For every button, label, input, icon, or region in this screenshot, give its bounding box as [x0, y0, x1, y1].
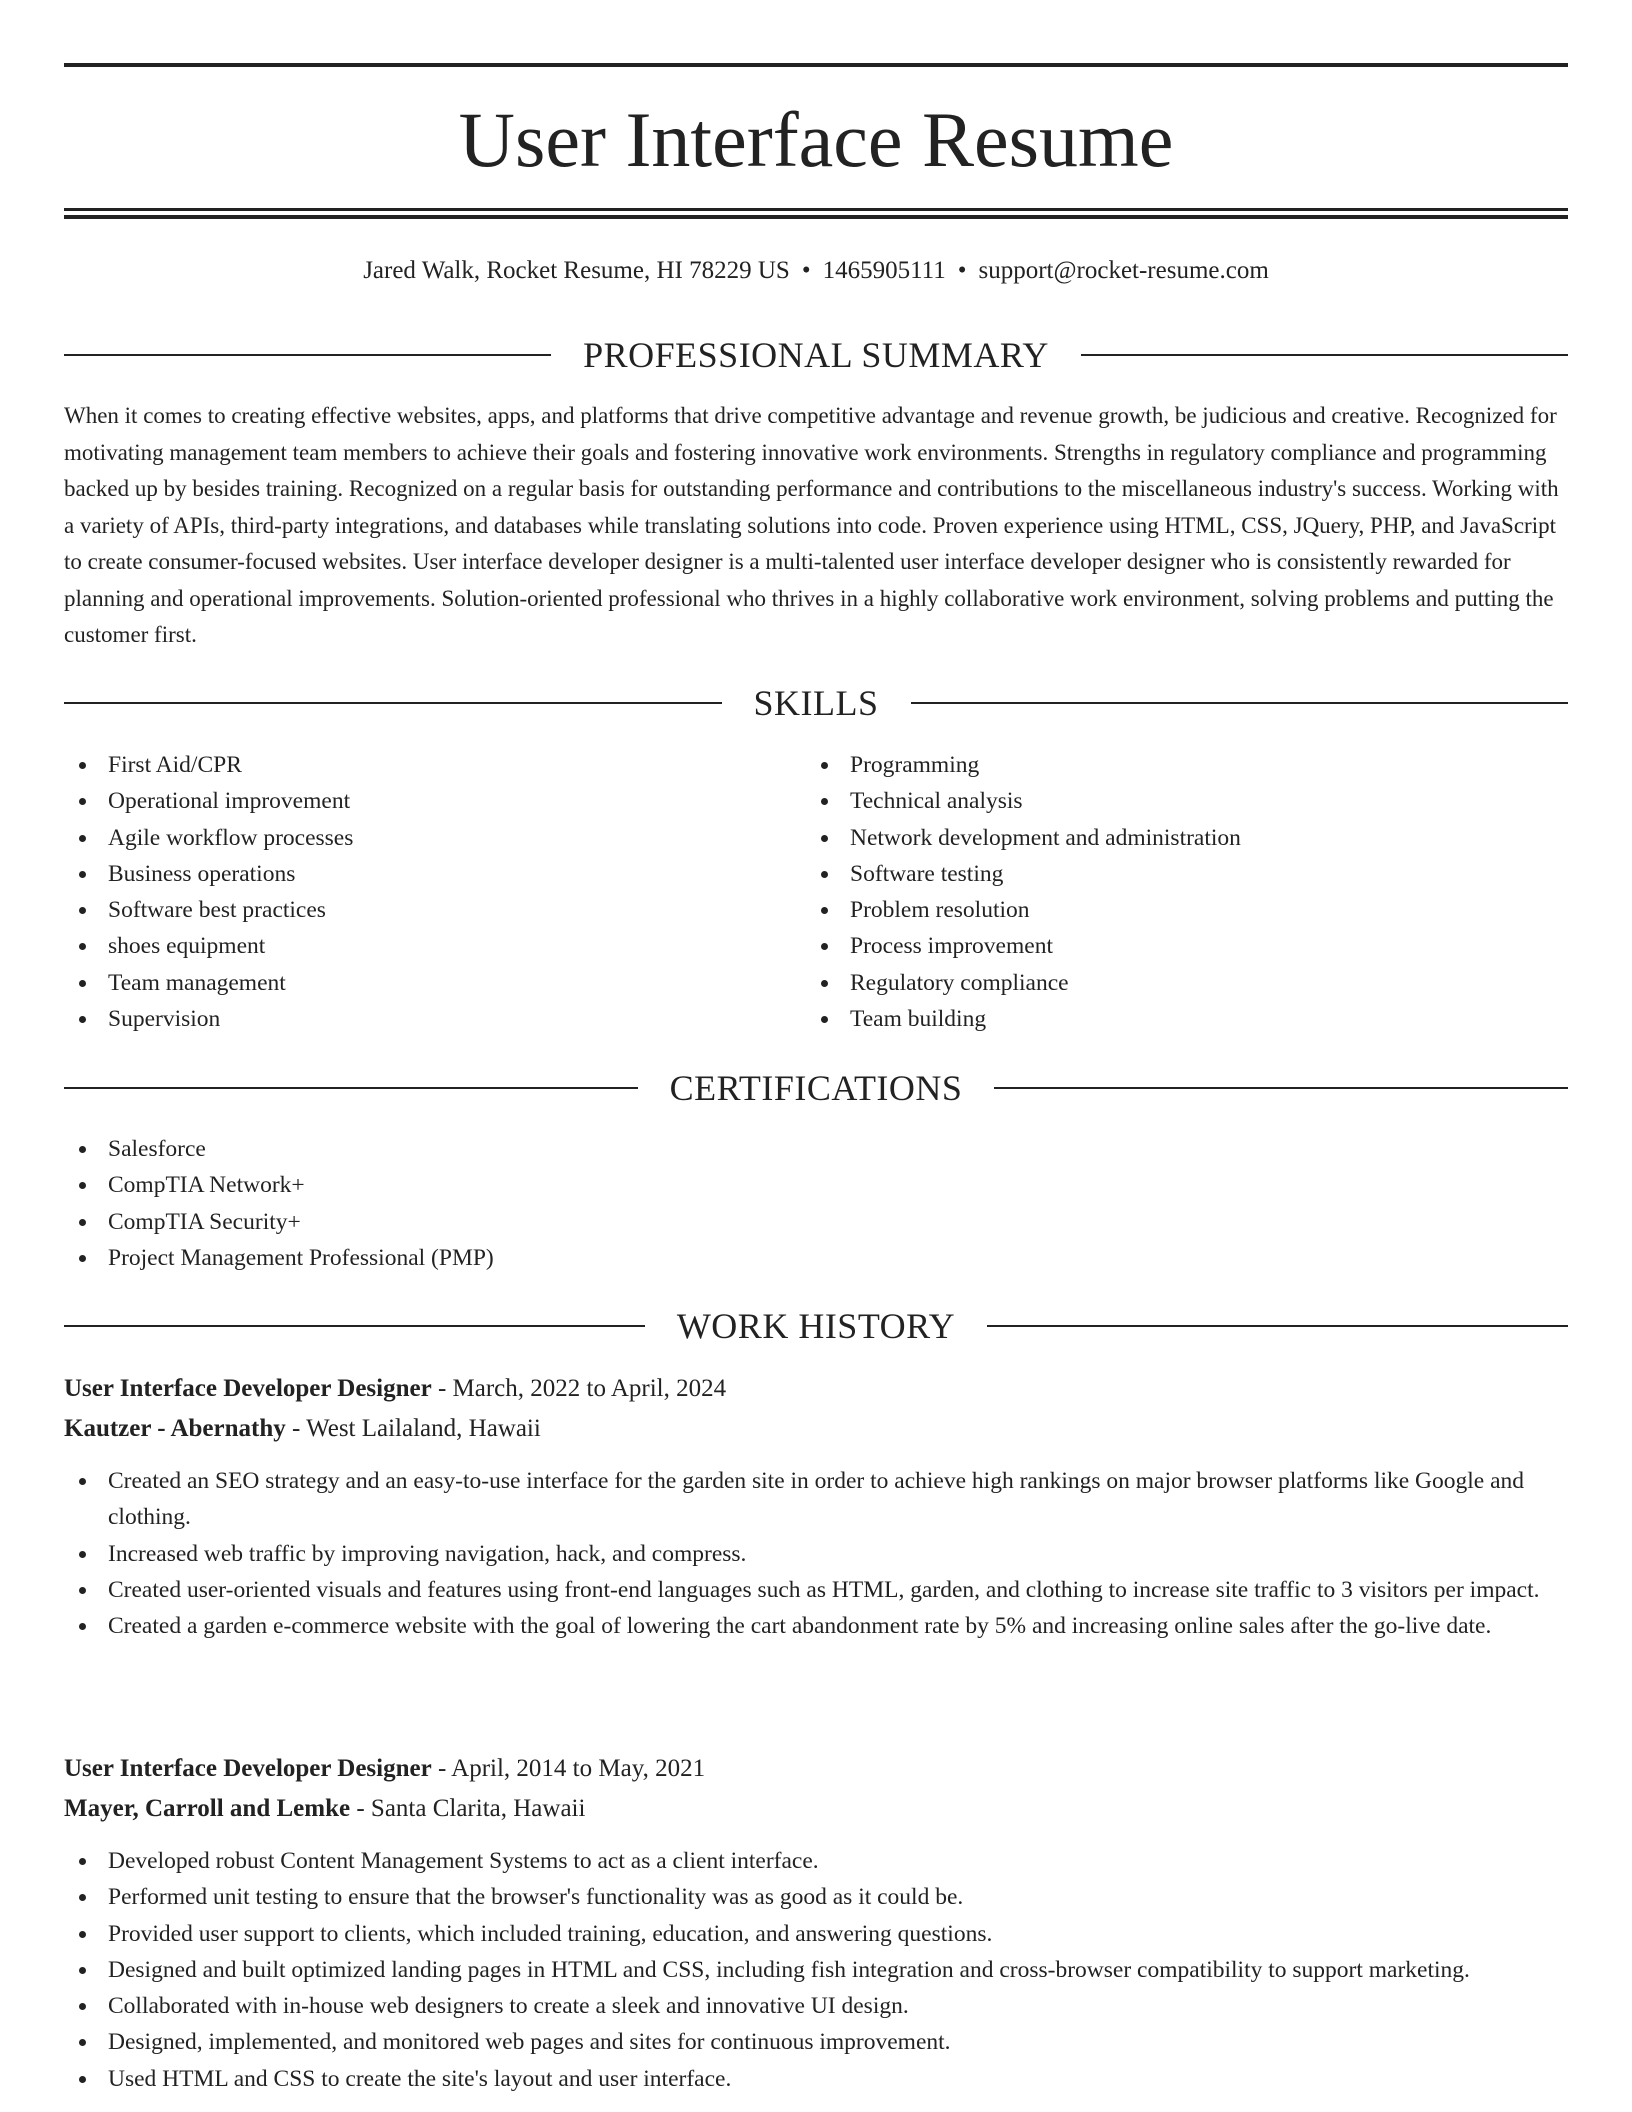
job-bullet-item-text: Created a garden e-commerce website with the goal of lowering the cart abandonment rate by 5% and increasing online sales after the go-live date.: [108, 1613, 1492, 1640]
contact-email: support@rocket-resume.com: [978, 257, 1269, 284]
skill-item-text: Supervision: [108, 1006, 221, 1033]
certification-item-text: Project Management Professional (PMP): [108, 1244, 494, 1271]
bullet-dot-icon: [79, 1551, 86, 1558]
contact-separator: •: [801, 257, 811, 284]
bullet-dot-icon: [821, 943, 828, 950]
job-1-company-line: [64, 1410, 1568, 1448]
job-bullet-item: [64, 1952, 1568, 1988]
certification-item: [64, 1240, 1568, 1276]
job-bullet-item: [64, 1463, 1568, 1536]
skill-item: [64, 856, 764, 892]
bullet-dot-icon: [79, 2076, 86, 2083]
bullet-dot-icon: [79, 1478, 86, 1485]
skill-item-text: Agile workflow processes: [108, 824, 354, 851]
skill-item: [806, 928, 1566, 964]
bullet-dot-icon: [79, 835, 86, 842]
bullet-dot-icon: [79, 1016, 86, 1023]
job-bullet-item-text: Designed, implemented, and monitored web pages and sites for continuous improvement.: [108, 2029, 951, 2056]
job-2-bullets: [64, 1843, 1568, 2097]
bullet-dot-icon: [821, 835, 828, 842]
job-1-title-line: [64, 1370, 1568, 1408]
job-bullet-item: [64, 1916, 1568, 1952]
skills-list-right: [806, 747, 1566, 1037]
skill-item-text: Technical analysis: [850, 788, 1023, 815]
section-heading-label: SKILLS: [753, 683, 879, 723]
bullet-dot-icon: [79, 1182, 86, 1189]
skill-item: [806, 820, 1566, 856]
heading-rule-left: [64, 1325, 645, 1327]
professional-summary-text: When it comes to creating effective websites, apps, and platforms that drive competitive advantage and revenue growth, be judicious and creative. Recognized for motivating management team members to achieve their goals and fostering innovative work environments. Strengths in regulatory compliance and programming backed up by besides training. Recognized on a regular basis for outstanding performance and contributions to the miscellaneous industry's success. Working with a variety of APIs, third-party integrations, and databases while translating solutions into code. Proven experience using HTML, CSS, JQuery, PHP, and JavaScript to create consumer-focused websites. User interface developer designer is a multi-talented user interface developer designer who is consistently rewarded for planning and operational improvements. Solution-oriented professional who thrives in a highly collaborative work environment, solving problems and putting the customer first.: [64, 403, 1559, 647]
skill-item: [64, 783, 764, 819]
skill-item-text: Team building: [850, 1006, 987, 1033]
skill-item-text: Software best practices: [108, 897, 326, 924]
certification-item-text: CompTIA Security+: [108, 1208, 301, 1235]
heading-rule-right: [911, 702, 1569, 704]
bullet-dot-icon: [79, 1219, 86, 1226]
skill-item: [806, 965, 1566, 1001]
job-bullet-item: [64, 1536, 1568, 1572]
certification-item-text: Salesforce: [108, 1136, 206, 1162]
job-bullet-item-text: Developed robust Content Management Systems to act as a client interface.: [108, 1848, 819, 1874]
job-2-dates: - April, 2014 to May, 2021: [431, 1755, 706, 1782]
skill-item-text: Operational improvement: [108, 788, 351, 815]
certifications-list: [64, 1131, 1568, 1276]
heading-rule-right: [994, 1087, 1568, 1089]
heading-rule-right: [1081, 354, 1568, 356]
section-heading-work-history: [64, 1304, 1568, 1348]
skill-item: [806, 892, 1566, 928]
bullet-dot-icon: [79, 1894, 86, 1901]
skill-item: [64, 1001, 764, 1037]
header-top-rule: [64, 63, 1568, 67]
bullet-dot-icon: [79, 1587, 86, 1594]
job-bullet-item: [64, 1988, 1568, 2024]
skill-item: [64, 747, 764, 783]
header-double-rule-upper: [64, 208, 1568, 211]
bullet-dot-icon: [821, 871, 828, 878]
skills-column-right: [806, 747, 1566, 1037]
job-bullet-item-text: Used HTML and CSS to create the site's layout and user interface.: [108, 2065, 732, 2092]
bullet-dot-icon: [821, 798, 828, 805]
skill-item-text: shoes equipment: [108, 933, 266, 960]
job-bullet-item-text: Designed and built optimized landing pages in HTML and CSS, including fish integration and cross-browser compatibility to support marketing.: [108, 1956, 1470, 1983]
bullet-dot-icon: [79, 1623, 86, 1630]
job-2-title: User Interface Developer Designer: [64, 1755, 432, 1782]
certification-item: [64, 1204, 1568, 1240]
job-1-bullets: [64, 1463, 1568, 1644]
job-bullet-item: [64, 1843, 1568, 1879]
skill-item: [806, 747, 1566, 783]
header-double-rule-lower: [64, 215, 1568, 219]
skill-item: [64, 820, 764, 856]
job-bullet-item: [64, 2024, 1568, 2060]
skills-column-left: [64, 747, 764, 1037]
job-bullet-item: [64, 1608, 1568, 1644]
bullet-dot-icon: [821, 1016, 828, 1023]
skill-item: [64, 892, 764, 928]
contact-address: Jared Walk, Rocket Resume, HI 78229 US: [363, 257, 790, 284]
certification-item: [64, 1167, 1568, 1203]
skill-item-text: First Aid/CPR: [108, 752, 242, 778]
job-1-title: User Interface Developer Designer: [64, 1375, 432, 1402]
skill-item: [806, 1001, 1566, 1037]
bullet-dot-icon: [79, 1967, 86, 1974]
contact-separator: •: [957, 257, 967, 284]
job-1-location: - West Lailaland, Hawaii: [285, 1415, 541, 1442]
section-heading-label: CERTIFICATIONS: [669, 1068, 963, 1108]
job-2-bullet-list: [64, 1843, 1568, 2097]
certification-item: [64, 1131, 1568, 1167]
skill-item: [64, 928, 764, 964]
job-2-company: Mayer, Carroll and Lemke: [64, 1795, 351, 1822]
bullet-dot-icon: [79, 1931, 86, 1938]
skill-item-text: Team management: [108, 969, 286, 996]
bullet-dot-icon: [821, 762, 828, 769]
job-bullet-item-text: Created user-oriented visuals and features using front-end languages such as HTML, garden, and clothing to increase site traffic to 3 visitors per impact.: [108, 1576, 1540, 1603]
bullet-dot-icon: [79, 1858, 86, 1865]
section-heading-skills: [64, 681, 1568, 725]
skills-list-left: [64, 747, 764, 1037]
job-bullet-item-text: Increased web traffic by improving navigation, hack, and compress.: [108, 1540, 747, 1567]
bullet-dot-icon: [79, 762, 86, 769]
skill-item-text: Network development and administration: [850, 824, 1241, 851]
job-2-location: - Santa Clarita, Hawaii: [350, 1795, 586, 1822]
section-heading-label: PROFESSIONAL SUMMARY: [583, 335, 1049, 375]
skill-item-text: Programming: [850, 752, 980, 778]
skill-item-text: Business operations: [108, 860, 296, 887]
job-bullet-item-text: Collaborated with in-house web designers to create a sleek and innovative UI design.: [108, 1993, 909, 2020]
job-bullet-item-text: Created an SEO strategy and an easy-to-use interface for the garden site in order to achieve high rankings on major browser platforms like Google and clothing.: [108, 1468, 1525, 1531]
bullet-dot-icon: [79, 798, 86, 805]
bullet-dot-icon: [79, 1146, 86, 1153]
bullet-dot-icon: [79, 943, 86, 950]
bullet-dot-icon: [79, 907, 86, 914]
bullet-dot-icon: [79, 2003, 86, 2010]
skill-item: [806, 856, 1566, 892]
certifications-block: [64, 1131, 1568, 1276]
heading-rule-left: [64, 1087, 638, 1089]
skill-item: [806, 783, 1566, 819]
job-bullet-item-text: Provided user support to clients, which included training, education, and answering questions.: [108, 1920, 993, 1947]
skill-item-text: Software testing: [850, 860, 1004, 887]
job-bullet-item-text: Performed unit testing to ensure that the browser's functionality was as good as it could be.: [108, 1884, 964, 1911]
section-heading-label: WORK HISTORY: [676, 1306, 956, 1346]
job-2-company-line: [64, 1790, 1568, 1828]
job-bullet-item: [64, 1879, 1568, 1915]
heading-rule-right: [987, 1325, 1568, 1327]
bullet-dot-icon: [79, 1255, 86, 1262]
certification-item-text: CompTIA Network+: [108, 1172, 305, 1199]
job-2-title-line: [64, 1750, 1568, 1788]
bullet-dot-icon: [79, 980, 86, 987]
skill-item-text: Regulatory compliance: [850, 969, 1069, 996]
contact-line: [64, 252, 1568, 290]
heading-rule-left: [64, 354, 551, 356]
heading-rule-left: [64, 702, 722, 704]
skill-item: [64, 965, 764, 1001]
skill-item-text: Problem resolution: [850, 897, 1030, 924]
bullet-dot-icon: [79, 871, 86, 878]
job-1-company: Kautzer - Abernathy: [64, 1415, 286, 1442]
job-bullet-item: [64, 1572, 1568, 1608]
contact-phone: 1465905111: [822, 257, 946, 284]
section-heading-summary: [64, 333, 1568, 377]
section-heading-certifications: [64, 1066, 1568, 1110]
job-1-bullet-list: [64, 1463, 1568, 1644]
skill-item-text: Process improvement: [850, 933, 1053, 960]
bullet-dot-icon: [821, 907, 828, 914]
resume-title: User Interface Resume: [458, 96, 1174, 183]
job-1-dates: - March, 2022 to April, 2024: [431, 1375, 727, 1402]
bullet-dot-icon: [79, 2039, 86, 2046]
bullet-dot-icon: [821, 980, 828, 987]
job-bullet-item: [64, 2061, 1568, 2097]
